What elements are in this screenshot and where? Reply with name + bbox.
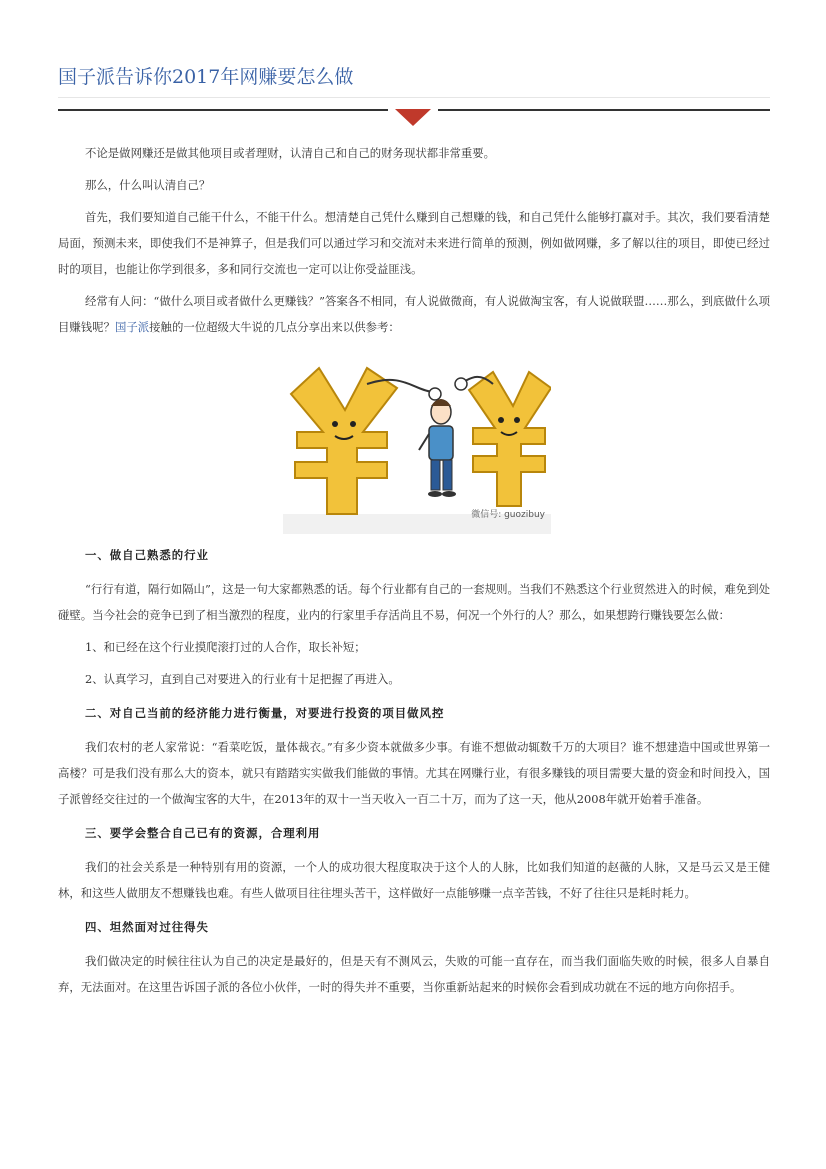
figure-watermark: 微信号: guozibuy [471,510,545,520]
title-divider [58,97,770,98]
yuan-illustration [283,354,551,534]
section-4-paragraph: 我们做决定的时候往往认为自己的决定是最好的，但是天有不测风云，失败的可能一直存在，而当我们面临失败的时候，很多人自暴自弃，无法面对。在这里告诉国子派的各位小伙伴，一时的得失并不重要，当你重新站起来的时候你会看到成功就在不远的地方向你招手。 [58,954,770,994]
section-2-heading: 二、对自己当前的经济能力进行衡量，对要进行投资的项目做风控 [85,706,445,720]
intro-paragraph-3: 首先，我们要知道自己能干什么，不能干什么。想清楚自己凭什么赚到自己想赚的钱，和自己凭什么能够打赢对手。其次，我们要看清楚局面，预测未来，即使我们不是神算子，但是我们可以通过学习和交流对未来进行简单的预测，例如做网赚，多了解以往的项目，即使已经过时的项目，也能让你学到很多，多和同行交流也一定可以让你受益匪浅。 [58,210,770,276]
intro-paragraph-2: 那么，什么叫认清自己？ [85,178,211,192]
section-4-heading: 四、坦然面对过往得失 [85,920,209,934]
header-rule-right [438,109,770,111]
section-1-list-item-1: 1、和已经在这个行业摸爬滚打过的人合作，取长补短； [85,640,366,654]
section-1-list-item-2: 2、认真学习，直到自己对要进入的行业有十足把握了再进入。 [85,672,400,686]
section-3-heading: 三、要学会整合自己已有的资源，合理利用 [85,826,321,840]
section-3-paragraph: 我们的社会关系是一种特别有用的资源，一个人的成功很大程度取决于这个人的人脉，比如我们知道的赵薇的人脉，又是马云又是王健林，和这些人做朋友不想赚钱也难。有些人做项目往往埋头苦干，这样做好一点能够赚一点辛苦钱，不好了往往只是耗时耗力。 [58,860,770,900]
header-arrow-icon [395,109,431,127]
intro-paragraph-4-text-b: 接触的一位超级大牛说的几点分享出来以供参考： [149,320,400,334]
section-1-heading: 一、做自己熟悉的行业 [85,548,209,562]
guozipai-link[interactable]: 国子派 [114,320,150,334]
intro-paragraph-1: 不论是做网赚还是做其他项目或者理财，认清自己和自己的财务现状都非常重要。 [85,146,496,160]
intro-paragraph-4-text-a: 经常有人问：“做什么项目或者做什么更赚钱？”答案各不相同，有人说做微商，有人说做淘宝客，有人说做联盟……那么，到底做什么项目赚钱呢？ [58,294,770,334]
page-title: 国子派告诉你2017年网赚要怎么做 [58,66,354,88]
section-2-paragraph: 我们农村的老人家常说：“看菜吃饭，量体裁衣。”有多少资本就做多少事。有谁不想做动辄数千万的大项目？谁不想建造中国或世界第一高楼？可是我们没有那么大的资本，就只有踏踏实实做我们能做的事情。尤其在网赚行业，有很多赚钱的项目需要大量的资金和时间投入，国子派曾经交往过的一个做淘宝客的大牛，在2013年的双十一当天收入一百二十万，而为了这一天，他从2008年就开始着手准备。 [58,740,770,806]
article-body [58,140,770,1006]
intro-paragraph-4 [58,288,770,340]
header-rule-left [58,109,388,111]
section-1-paragraph: “行行有道，隔行如隔山”，这是一句大家都熟悉的话。每个行业都有自己的一套规则。当我们不熟悉这个行业贸然进入的时候，难免到处碰壁。当今社会的竞争已到了相当激烈的程度，业内的行家里手存活尚且不易，何况一个外行的人？那么，如果想跨行赚钱要怎么做： [58,582,770,622]
